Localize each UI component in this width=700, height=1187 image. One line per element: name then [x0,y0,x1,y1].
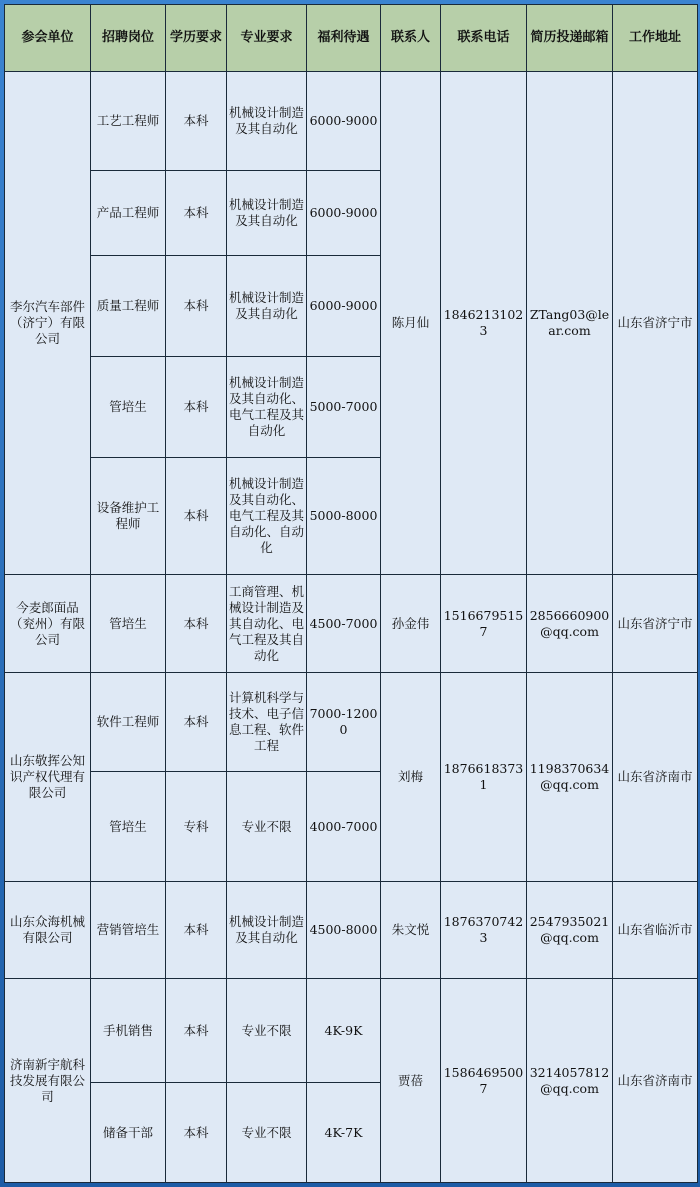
education-cell: 本科 [166,72,227,171]
salary-cell: 4K-7K [307,1083,381,1183]
table-row [5,979,698,1083]
major-cell: 专业不限 [227,1083,307,1183]
salary-cell: 6000-9000 [307,72,381,171]
major-cell: 计算机科学与技术、电子信息工程、软件工程 [227,673,307,772]
major-cell: 机械设计制造及其自动化 [227,882,307,979]
position-title: 工艺工程师 [91,72,166,171]
education-cell: 本科 [166,458,227,575]
major-cell: 机械设计制造及其自动化、电气工程及其自动化 [227,357,307,458]
major-cell: 专业不限 [227,979,307,1083]
header-position: 招聘岗位 [91,5,166,72]
table-row [5,72,698,171]
major-cell: 机械设计制造及其自动化 [227,256,307,357]
company-name: 李尔汽车部件（济宁）有限公司 [5,72,91,575]
contact-name: 陈月仙 [381,72,441,575]
salary-cell: 5000-7000 [307,357,381,458]
position-title: 设备维护工程师 [91,458,166,575]
header-address: 工作地址 [613,5,698,72]
education-cell: 本科 [166,575,227,673]
salary-cell: 4K-9K [307,979,381,1083]
work-address: 山东省临沂市 [613,882,698,979]
header-major: 专业要求 [227,5,307,72]
resume-email: ZTang03@lear.com [527,72,613,575]
position-title: 管培生 [91,575,166,673]
education-cell: 本科 [166,979,227,1083]
company-name: 今麦郎面品（兖州）有限公司 [5,575,91,673]
company-name: 济南新宇航科技发展有限公司 [5,979,91,1183]
education-cell: 本科 [166,1083,227,1183]
contact-phone: 18763707423 [441,882,527,979]
major-cell: 机械设计制造及其自动化、电气工程及其自动化、自动化 [227,458,307,575]
position-title: 产品工程师 [91,171,166,256]
position-title: 软件工程师 [91,673,166,772]
header-email: 简历投递邮箱 [527,5,613,72]
recruitment-table [4,4,698,1183]
work-address: 山东省济南市 [613,673,698,882]
contact-phone: 18462131023 [441,72,527,575]
contact-name: 刘梅 [381,673,441,882]
work-address: 山东省济宁市 [613,575,698,673]
position-title: 管培生 [91,772,166,882]
position-title: 管培生 [91,357,166,458]
company-name: 山东众海机械有限公司 [5,882,91,979]
header-salary: 福利待遇 [307,5,381,72]
salary-cell: 5000-8000 [307,458,381,575]
education-cell: 本科 [166,171,227,256]
table-row [5,673,698,772]
header-phone: 联系电话 [441,5,527,72]
contact-phone: 15864695007 [441,979,527,1183]
position-title: 储备干部 [91,1083,166,1183]
major-cell: 专业不限 [227,772,307,882]
header-row [5,5,698,72]
contact-name: 朱文悦 [381,882,441,979]
major-cell: 工商管理、机械设计制造及其自动化、电气工程及其自动化 [227,575,307,673]
salary-cell: 4000-7000 [307,772,381,882]
work-address: 山东省济宁市 [613,72,698,575]
education-cell: 专科 [166,772,227,882]
salary-cell: 7000-12000 [307,673,381,772]
salary-cell: 6000-9000 [307,171,381,256]
contact-name: 贾蓓 [381,979,441,1183]
resume-email: 2547935021@qq.com [527,882,613,979]
contact-phone: 15166795157 [441,575,527,673]
position-title: 质量工程师 [91,256,166,357]
contact-name: 孙金伟 [381,575,441,673]
company-name: 山东敬挥公知识产权代理有限公司 [5,673,91,882]
education-cell: 本科 [166,882,227,979]
major-cell: 机械设计制造及其自动化 [227,72,307,171]
salary-cell: 4500-7000 [307,575,381,673]
header-company: 参会单位 [5,5,91,72]
table-row [5,882,698,979]
major-cell: 机械设计制造及其自动化 [227,171,307,256]
resume-email: 1198370634@qq.com [527,673,613,882]
header-education: 学历要求 [166,5,227,72]
table-row [5,575,698,673]
resume-email: 3214057812@qq.com [527,979,613,1183]
contact-phone: 18766183731 [441,673,527,882]
position-title: 营销管培生 [91,882,166,979]
education-cell: 本科 [166,256,227,357]
education-cell: 本科 [166,357,227,458]
resume-email: 2856660900@qq.com [527,575,613,673]
salary-cell: 6000-9000 [307,256,381,357]
education-cell: 本科 [166,673,227,772]
position-title: 手机销售 [91,979,166,1083]
salary-cell: 4500-8000 [307,882,381,979]
header-contact: 联系人 [381,5,441,72]
work-address: 山东省济南市 [613,979,698,1183]
